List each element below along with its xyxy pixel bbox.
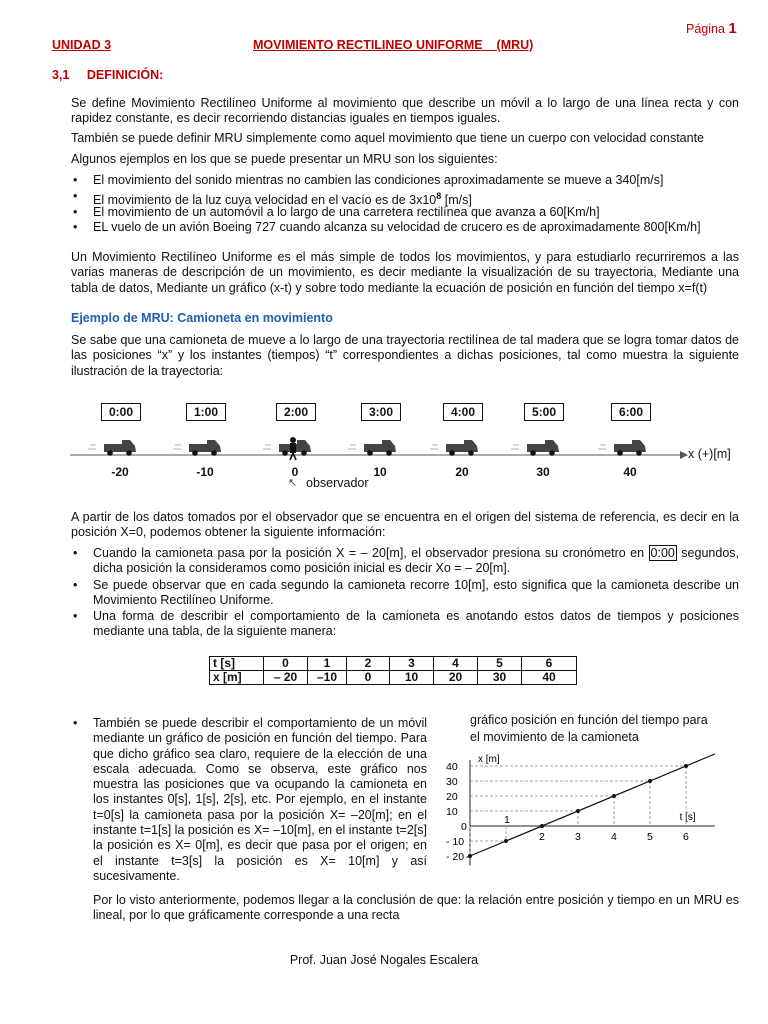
example-item-sound: El movimiento del sonido mientras no cambien las condiciones aproximadamente se mueve a 340[m/s] — [93, 173, 664, 187]
data-table — [209, 656, 577, 685]
table-cell: 40 — [522, 671, 577, 685]
position-label: -10 — [196, 465, 214, 479]
page-number-value: 1 — [728, 20, 737, 37]
info-start-text-end: segundos, dicha posición la consideramos como posición inicial es decir Xo = – 20[m]. — [93, 546, 739, 576]
data-point — [468, 854, 472, 858]
position-label: 30 — [536, 465, 550, 479]
time-box: 2:00 — [276, 403, 316, 421]
axis-arrow-icon — [680, 451, 688, 459]
time-box: 6:00 — [611, 403, 651, 421]
observer-figure-icon — [290, 437, 296, 460]
position-label: -20 — [111, 465, 129, 479]
data-point — [612, 794, 616, 798]
time-box-highlight: 0:00 — [650, 546, 675, 560]
axis-label: x (+)[m] — [688, 447, 731, 461]
y-tick-label: 30 — [446, 776, 458, 788]
info-item-uniform: Se puede observar que en cada segundo la camioneta recorre 10[m], esto significa que la camioneta describe un Movimiento Rectilíneo Uniforme. — [93, 578, 739, 608]
section-number: 3,1 — [52, 68, 70, 82]
table-cell: 0 — [347, 671, 390, 685]
graph-explanation: También se puede describir el comportamiento de un móvil mediante un gráfico de posición en función del tiempo. Para que dicho gráfico sea claro, requiere de la elección de una escala adecuada. Como se observa, este gráfico nos muestra las posiciones que va ocupando la camioneta en los instantes 0[s], 1[s], 2[s], etc. Por ejemplo, en el instante t=0[s] la camioneta pasa por la posición X= –20[m]; en el instante t=1[s] la posición es X= –10[m], en el instante t=2[s] la posición es X= 0[m], es decir que pasa por el origen; en el instante t=3[s] la posición es X= 10[m] y así sucesivamente. — [93, 716, 427, 883]
table-row-position — [210, 671, 577, 685]
table-cell: –10 — [308, 671, 347, 685]
x-tick-label: 0 — [461, 821, 467, 833]
bullet: • — [73, 609, 78, 623]
definition-paragraph: Se define Movimiento Rectilíneo Uniforme al movimiento que describe un móvil a lo largo de una línea recta y con rapidez constante, es decir recorriendo distancias iguales en tiempos iguales. — [71, 96, 739, 126]
x-axis-label: t [s] — [679, 812, 696, 823]
y-tick-label: 10 — [446, 806, 458, 818]
y-tick-label: 20 — [446, 791, 458, 803]
x-tick-label: 2 — [539, 831, 545, 843]
examples-intro: Algunos ejemplos en los que se puede presentar un MRU son los siguientes: — [71, 152, 498, 166]
example-light-unit: [m/s] — [441, 193, 472, 208]
table-cell: 30 — [478, 671, 522, 685]
conclusion-paragraph: Por lo visto anteriormente, podemos llegar a la conclusión de que: la relación entre posición y tiempo en un MRU es lineal, por lo que gráficamente corresponde a una recta — [93, 893, 739, 923]
trucks-group — [88, 440, 646, 456]
table-cell: 0 — [264, 657, 308, 671]
table-row-time — [210, 657, 577, 671]
intro-paragraph: Un Movimiento Rectilíneo Uniforme es el más simple de todos los movimientos, y para estudiarlo recurriremos a las varias maneras de descripción de un movimiento, es decir mediante la visualización de su trayectoria, Mediante una tabla de datos, Mediante un gráfico (x-t) y sobre todo mediante la ecuación de posición en función del tiempo x=f(t) — [71, 250, 739, 295]
truck-icon — [88, 440, 136, 456]
table-cell: 2 — [347, 657, 390, 671]
truck-icon — [173, 440, 221, 456]
footer-author: Prof. Juan José Nogales Escalera — [289, 953, 479, 967]
unit-label: UNIDAD 3 — [52, 38, 112, 52]
data-point — [576, 809, 580, 813]
bullet: • — [73, 578, 78, 592]
data-point — [684, 764, 688, 768]
bullet: • — [73, 220, 78, 234]
bullet: • — [73, 205, 78, 219]
position-time-chart — [440, 748, 740, 873]
document-title — [253, 38, 533, 52]
table-cell: 20 — [434, 671, 478, 685]
table-cell: 1 — [308, 657, 347, 671]
time-box: 0:00 — [101, 403, 141, 421]
info-item-table: Una forma de describir el comportamiento de la camioneta es anotando estos datos de tiempos y posiciones mediante una tabla, de la siguiente manera: — [93, 609, 739, 639]
position-label: 20 — [455, 465, 469, 479]
x-tick-label: 1 — [504, 814, 510, 826]
truck-icon — [263, 440, 311, 456]
truck-icon — [511, 440, 559, 456]
info-item-start — [93, 546, 739, 577]
data-point — [648, 779, 652, 783]
table-cell: 4 — [434, 657, 478, 671]
truck-icon — [348, 440, 396, 456]
x-tick-label: 6 — [683, 831, 689, 843]
section-heading — [52, 68, 163, 82]
series-line — [466, 754, 714, 858]
position-label: 10 — [373, 465, 387, 479]
page-label: Página — [686, 22, 725, 36]
position-label: 0 — [291, 465, 299, 479]
table-cell: – 20 — [264, 671, 308, 685]
bullet: • — [73, 173, 78, 187]
time-box: 3:00 — [361, 403, 401, 421]
x-tick-label: 4 — [611, 831, 617, 843]
observer-arrow-icon: ↖ — [288, 477, 298, 489]
data-point — [540, 824, 544, 828]
bullet: • — [73, 716, 78, 730]
truck-icon — [430, 440, 478, 456]
table-cell: 6 — [522, 657, 577, 671]
example-item-plane: EL vuelo de un avión Boeing 727 cuando alcanza su velocidad de crucero es de aproximadamente 800[Km/h] — [93, 220, 701, 234]
table-cell: 5 — [478, 657, 522, 671]
observer-label: observador — [306, 476, 369, 490]
truck-icon — [598, 440, 646, 456]
example-title: Ejemplo de MRU: Camioneta en movimiento — [71, 311, 333, 325]
table-row-label: t [s] — [210, 657, 264, 671]
time-box: 5:00 — [524, 403, 564, 421]
y-tick-label: - 20 — [446, 851, 465, 863]
bullet: • — [73, 189, 78, 203]
y-tick-label: - 10 — [446, 836, 465, 848]
x-tick-label: 5 — [647, 831, 653, 843]
document-title-abbr: (MRU) — [496, 38, 534, 52]
example-light-text: El movimiento de la luz cuya velocidad en el vacío es de 3x10 — [93, 193, 437, 208]
trajectory-diagram — [60, 428, 750, 468]
time-box: 1:00 — [186, 403, 226, 421]
position-label: 40 — [623, 465, 637, 479]
example-light-exponent: 8 — [436, 191, 442, 201]
example-item-car: El movimiento de un automóvil a lo largo de una carretera rectilínea que avanza a 60[Km/h] — [93, 205, 600, 219]
table-cell: 10 — [390, 671, 434, 685]
x-tick-label: 3 — [575, 831, 581, 843]
y-tick-label: 40 — [446, 761, 458, 773]
data-intro-paragraph: A partir de los datos tomados por el observador que se encuentra en el origen del sistema de referencia, es decir en la posición X=0, podemos obtener la siguiente información: — [71, 510, 739, 540]
table-cell: 3 — [390, 657, 434, 671]
section-title: DEFINICIÓN: — [86, 68, 164, 82]
example-description: Se sabe que una camioneta de mueve a lo largo de una trayectoria rectilínea de tal madera que se logra tomar datos de las posiciones “x” y los instantes (tiempos) “t” correspondientes a dichas posiciones, tal como muestra la siguiente ilustración de la trayectoria: — [71, 333, 739, 378]
bullet: • — [73, 546, 78, 560]
page-number — [686, 20, 737, 37]
y-axis-label: x [m] — [478, 754, 500, 765]
table-row-label: x [m] — [210, 671, 264, 685]
definition-alt-paragraph: También se puede definir MRU simplemente como aquel movimiento que tiene un cuerpo con velocidad constante — [71, 131, 704, 145]
document-title-text: MOVIMIENTO RECTILINEO UNIFORME — [253, 38, 483, 52]
info-start-text: Cuando la camioneta pasa por la posición X = – 20[m], el observador presiona su cronómetro en — [93, 546, 649, 560]
graph-title: gráfico posición en función del tiempo para el movimiento de la camioneta — [470, 713, 708, 744]
time-box: 4:00 — [443, 403, 483, 421]
data-point — [504, 839, 508, 843]
